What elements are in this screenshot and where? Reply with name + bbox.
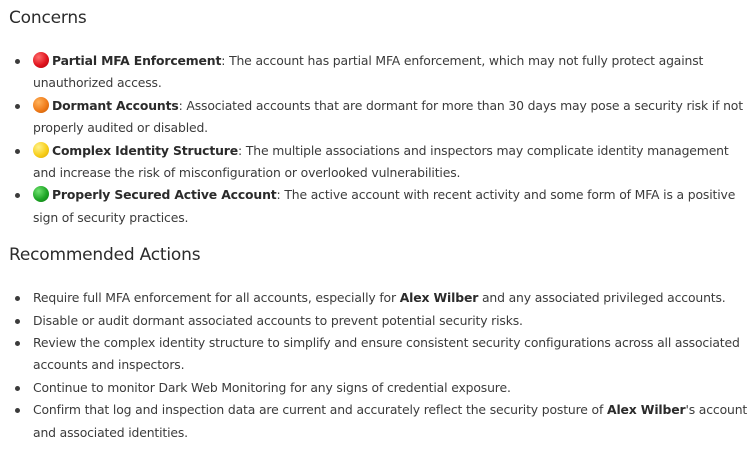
action-text-end: and any associated privileged accounts. [478, 290, 726, 306]
user-name: Alex Wilber [399, 290, 479, 306]
concern-text: : Associated accounts that are dormant for more than 30 days may pose a security risk if not properly audited or disabled. [33, 97, 743, 136]
action-text-end: 's account and associated identities. [33, 402, 748, 440]
concerns-list [9, 50, 753, 229]
concern-item [9, 50, 753, 95]
actions-list [9, 287, 753, 444]
concern-title: Dormant Accounts [52, 97, 179, 113]
concern-title: Complex Identity Structure [52, 142, 239, 158]
action-item [9, 377, 753, 399]
bullet-icon [15, 408, 20, 413]
red-circle-icon [33, 52, 49, 68]
bullet-icon [15, 59, 20, 64]
action-item [9, 310, 753, 332]
concern-title: Properly Secured Active Account [52, 187, 277, 203]
concern-item [9, 95, 753, 140]
bullet-icon [15, 319, 20, 324]
concern-item [9, 140, 753, 185]
bullet-icon [15, 104, 20, 109]
action-text: Review the complex identity structure to simplify and ensure consistent security configurations across all associated accounts and inspectors. [33, 335, 740, 373]
green-circle-icon [33, 186, 49, 202]
bullet-icon [15, 341, 20, 346]
concern-item [9, 184, 753, 229]
action-text: Confirm that log and inspection data are current and accurately reflect the security posture of [33, 402, 607, 418]
action-item [9, 399, 753, 444]
yellow-circle-icon [33, 142, 49, 158]
orange-circle-icon [33, 97, 49, 113]
concern-title: Partial MFA Enforcement [52, 53, 222, 68]
bullet-icon [15, 149, 20, 154]
action-item [9, 332, 753, 377]
action-item [9, 287, 753, 309]
recommended-actions-heading: Recommended Actions [9, 245, 201, 266]
bullet-icon [15, 296, 20, 301]
concern-text: : The active account with recent activity and some form of MFA is a positive sign of security practices. [33, 187, 736, 225]
action-text: Disable or audit dormant associated accounts to prevent potential security risks. [33, 312, 523, 328]
user-name: Alex Wilber [607, 402, 686, 418]
action-text: Require full MFA enforcement for all accounts, especially for [33, 290, 400, 306]
bullet-icon [15, 193, 20, 198]
concerns-heading: Concerns [9, 8, 87, 28]
concern-text: : The multiple associations and inspectors may complicate identity management and increase the risk of misconfiguration or overlooked vulnerabilities. [33, 142, 729, 181]
bullet-icon [15, 386, 20, 391]
concern-text: : The account has partial MFA enforcement, which may not fully protect against unauthorized access. [33, 53, 704, 91]
action-text: Continue to monitor Dark Web Monitoring for any signs of credential exposure. [33, 379, 511, 395]
